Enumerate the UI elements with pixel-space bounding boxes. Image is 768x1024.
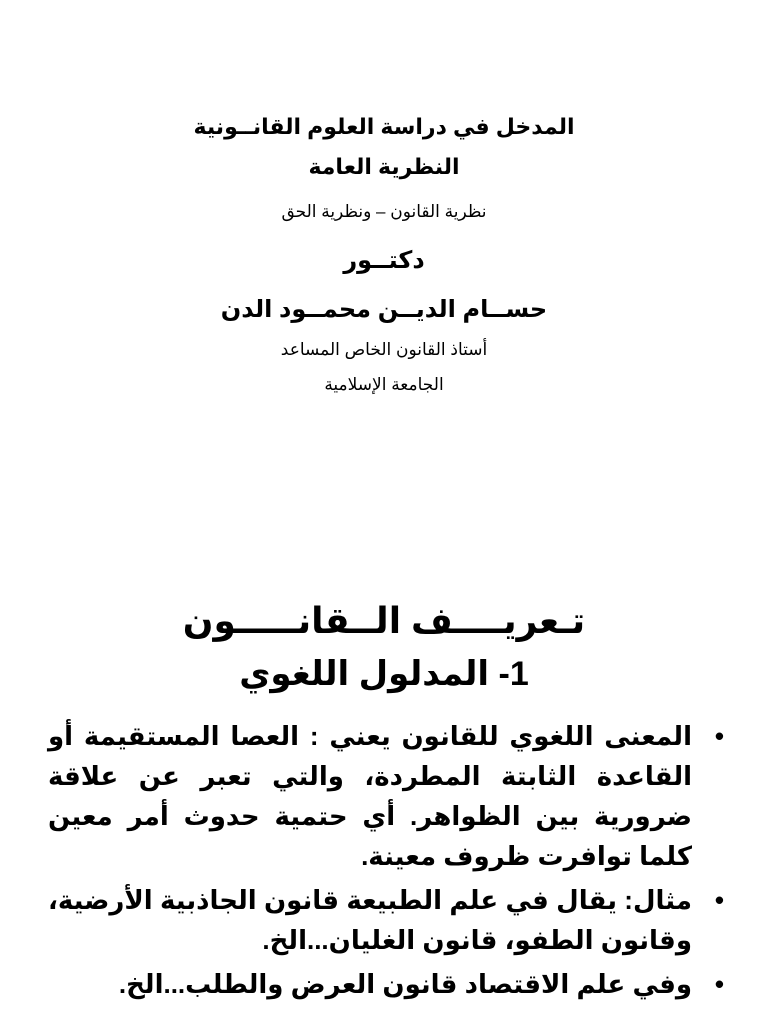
author-degree: دكتــور xyxy=(343,247,425,274)
author-university: الجامعة الإسلامية xyxy=(324,375,444,394)
section-heading: تـعريــــف الــقانـــــون xyxy=(182,600,586,641)
book-title: المدخل في دراسة العلوم القانــونية xyxy=(193,114,575,139)
book-topics: نظرية القانون – ونظرية الحق xyxy=(281,202,487,221)
bullet-icon: • xyxy=(714,885,724,915)
author-position: أستاذ القانون الخاص المساعد xyxy=(280,340,488,359)
list-item xyxy=(48,964,728,1004)
bullet-text: مثال: يقال في علم الطبيعة قانون الجاذبية الأرضية، وقانون الطفو، قانون الغليان...الخ. xyxy=(48,885,692,955)
bullet-list xyxy=(48,716,728,1008)
author-name: حســام الديــن محمــود الدن xyxy=(220,296,548,323)
list-item xyxy=(48,880,728,960)
bullet-text: وفي علم الاقتصاد قانون العرض والطلب...الخ. xyxy=(118,969,692,999)
bullet-text: المعنى اللغوي للقانون يعني : العصا المستقيمة أو القاعدة الثابتة المطردة، والتي تعبر عن علاقة ضرورية بين الظواهر. أي حتمية حدوث أمر معين كلما توافرت ظروف معينة. xyxy=(48,721,692,871)
section-subheading: 1- المدلول اللغوي xyxy=(239,655,529,693)
bullet-icon: • xyxy=(714,969,724,999)
list-item xyxy=(48,716,728,876)
book-subtitle: النظرية العامة xyxy=(308,154,460,179)
bullet-icon: • xyxy=(714,721,724,751)
